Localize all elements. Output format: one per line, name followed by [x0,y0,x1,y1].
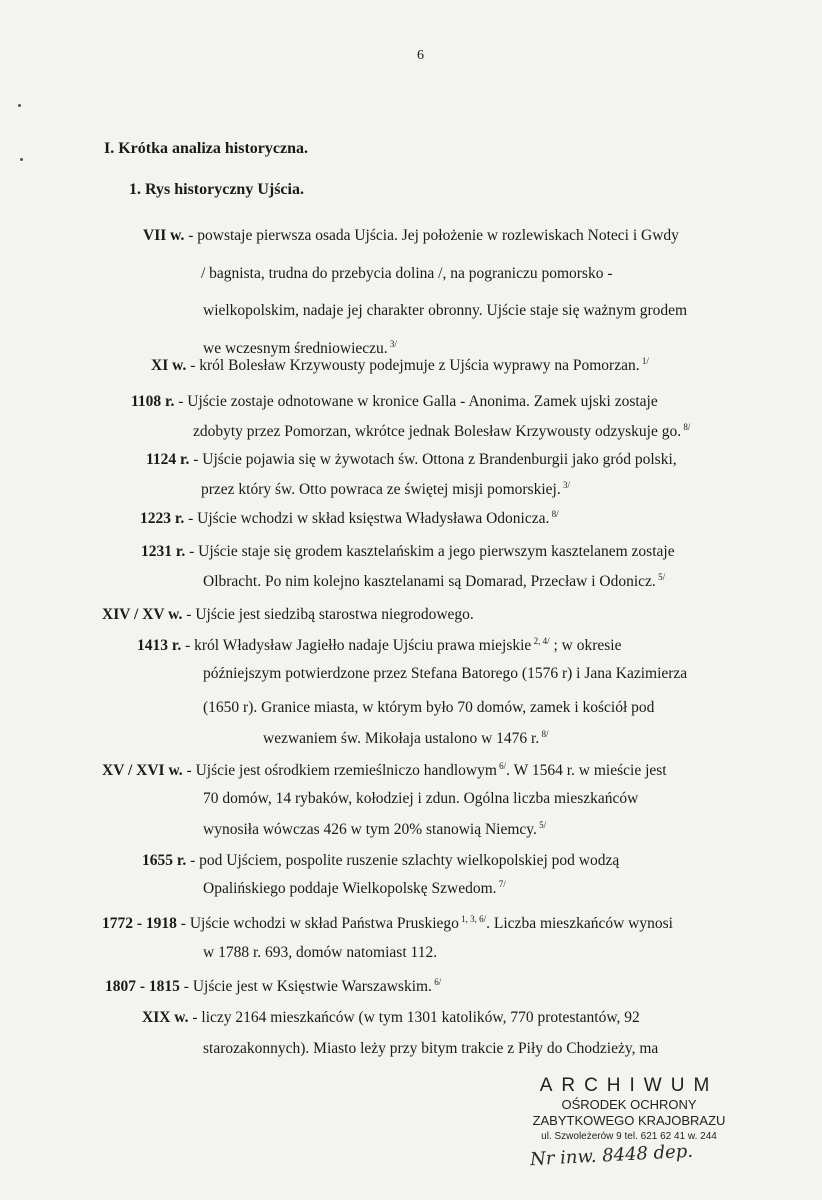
chronology-date: 1231 r. [141,543,186,560]
footnote-reference: 8/ [539,729,549,739]
chronology-line [203,572,665,591]
chronology-date: XV / XVI w. [102,762,183,779]
stamp-title: ARCHIWUM [539,1075,719,1096]
chronology-line [263,729,549,748]
chronology-text: - król Bolesław Krzywousty podejmuje z Ujścia wyprawy na Pomorzan. [186,357,640,374]
chronology-text: - Ujście jest siedzibą starostwa niegrodowego. [182,606,474,623]
chronology-line [203,1040,658,1058]
chronology-text: starozakonnych). Miasto leży przy bitym trakcie z Piły do Chodzieży, ma [203,1040,659,1057]
chronology-line [143,227,679,245]
chronology-line [203,879,506,898]
chronology-text: - Ujście wchodzi w skład księstwa Władysława Odonicza. [184,510,550,527]
footnote-reference: 3/ [560,480,570,490]
chronology-line [203,665,687,683]
chronology-line [141,543,675,561]
chronology-text-continued: . W 1564 r. w mieście jest [506,762,667,779]
chronology-text: zdobyty przez Pomorzan, wkrótce jednak Bolesław Krzywousty odzyskuje go. [193,423,682,440]
footnote-reference: 8/ [681,422,691,432]
chronology-text: - król Władysław Jagiełło nadaje Ujściu prawa miejskie [181,637,532,654]
chronology-text: - Ujście pojawia się w żywotach św. Ottona z Brandenburgii jako gród polski, [189,451,677,468]
footnote-reference: 8/ [549,509,559,519]
chronology-text: - Ujście zostaje odnotowane w kronice Galla - Anonima. Zamek ujski zostaje [174,393,658,410]
archive-stamp [524,1075,734,1142]
chronology-text: / bagnista, trudna do przebycia dolina /, na pograniczu pomorsko - [201,265,613,282]
chronology-line [142,852,619,870]
chronology-text: - powstaje pierwsza osada Ujścia. Jej położenie w rozlewiskach Noteci i Gwdy [184,227,679,244]
speck [20,158,23,161]
chronology-line [137,636,621,655]
chronology-line [203,302,687,320]
footnote-reference: 5/ [536,820,547,830]
chronology-text: 70 domów, 14 rybaków, kołodziej i zdun. Ogólna liczba mieszkańców [203,790,639,807]
handwritten-inventory-note: Nr inw. 8448 dep. [529,1140,694,1171]
chronology-text: Olbracht. Po nim kolejno kasztelanami są Domarad, Przecław i Odonicz. [203,573,656,590]
stamp-line-1: OŚRODEK OCHRONY [561,1097,697,1112]
chronology-date: 1772 - 1918 [102,915,177,932]
chronology-line [203,820,546,839]
chronology-text: - Ujście staje się grodem kasztelańskim a jego pierwszym kasztelanem zostaje [185,543,675,560]
chronology-date: 1124 r. [146,451,190,468]
chronology-line [201,480,570,499]
speck [18,104,21,107]
chronology-line [203,944,437,962]
chronology-date: 1807 - 1815 [105,978,180,995]
chronology-date: XI w. [151,357,187,374]
footnote-reference: 1, 3, 6/ [458,914,487,924]
chronology-date: VII w. [143,227,185,244]
chronology-text-continued: ; w okresie [549,637,622,654]
chronology-text: wynosiła wówczas 426 w tym 20% stanowią Niemcy. [203,821,537,838]
chronology-date: 1655 r. [142,852,187,869]
footnote-reference: 7/ [496,879,506,889]
chronology-text: - Ujście wchodzi w skład Państwa Pruskiego [176,915,459,932]
chronology-text-continued: . Liczba mieszkańców wynosi [486,915,673,932]
chronology-line [102,606,474,624]
chronology-line [193,422,690,441]
chronology-text: w 1788 r. 693, domów natomiast 112. [203,944,438,961]
chronology-text: późniejszym potwierdzone przez Stefana Batorego (1576 r) i Jana Kazimierza [203,665,688,682]
footnote-reference: 2, 4/ [531,636,550,646]
chronology-text: - Ujście jest ośrodkiem rzemieślniczo handlowym [182,762,497,779]
chronology-text: - Ujście jest w Księstwie Warszawskim. [179,978,432,995]
page-number: 6 [417,48,424,63]
footnote-reference: 6/ [431,977,442,987]
chronology-date: XIV / XV w. [102,606,183,623]
footnote-reference: 1/ [639,356,649,366]
footnote-reference: 5/ [655,572,666,582]
chronology-date: 1108 r. [131,393,175,410]
footnote-reference: 6/ [496,761,507,771]
chronology-line [203,699,654,717]
section-heading: I. Krótka analiza historyczna. [104,140,308,157]
footnote-reference: 3/ [387,339,397,349]
chronology-text: Opalińskiego poddaje Wielkopolskę Szwedom. [203,880,497,897]
stamp-line-2: ZABYTKOWEGO KRAJOBRAZU [532,1113,726,1128]
subsection-heading: 1. Rys historyczny Ujścia. [129,181,304,198]
chronology-date: XIX w. [142,1009,189,1026]
chronology-line [140,509,559,528]
chronology-line [142,1009,640,1027]
chronology-text: wezwaniem św. Mikołaja ustalono w 1476 r. [263,730,540,747]
chronology-line [102,761,667,780]
chronology-line [203,790,638,808]
chronology-text: we wczesnym średniowieczu. [203,340,388,357]
chronology-text: przez który św. Otto powraca ze świętej misji pomorskiej. [201,481,561,498]
chronology-line [131,393,658,411]
chronology-text: - liczy 2164 mieszkańców (w tym 1301 katolików, 770 protestantów, 92 [188,1009,640,1026]
chronology-text: - pod Ujściem, pospolite ruszenie szlachty wielkopolskiej pod wodzą [186,852,620,869]
chronology-date: 1223 r. [140,510,185,527]
chronology-line [102,914,673,933]
chronology-line [105,977,441,996]
chronology-line [151,356,649,375]
chronology-text: (1650 r). Granice miasta, w którym było 70 domów, zamek i kościół pod [203,699,655,716]
chronology-line [201,265,613,283]
chronology-date: 1413 r. [137,637,182,654]
chronology-text: wielkopolskim, nadaje jej charakter obronny. Ujście staje się ważnym grodem [203,302,688,319]
stamp-address: ul. Szwoleżerów 9 tel. 621 62 41 w. 244 [541,1131,717,1142]
chronology-line [146,451,677,469]
